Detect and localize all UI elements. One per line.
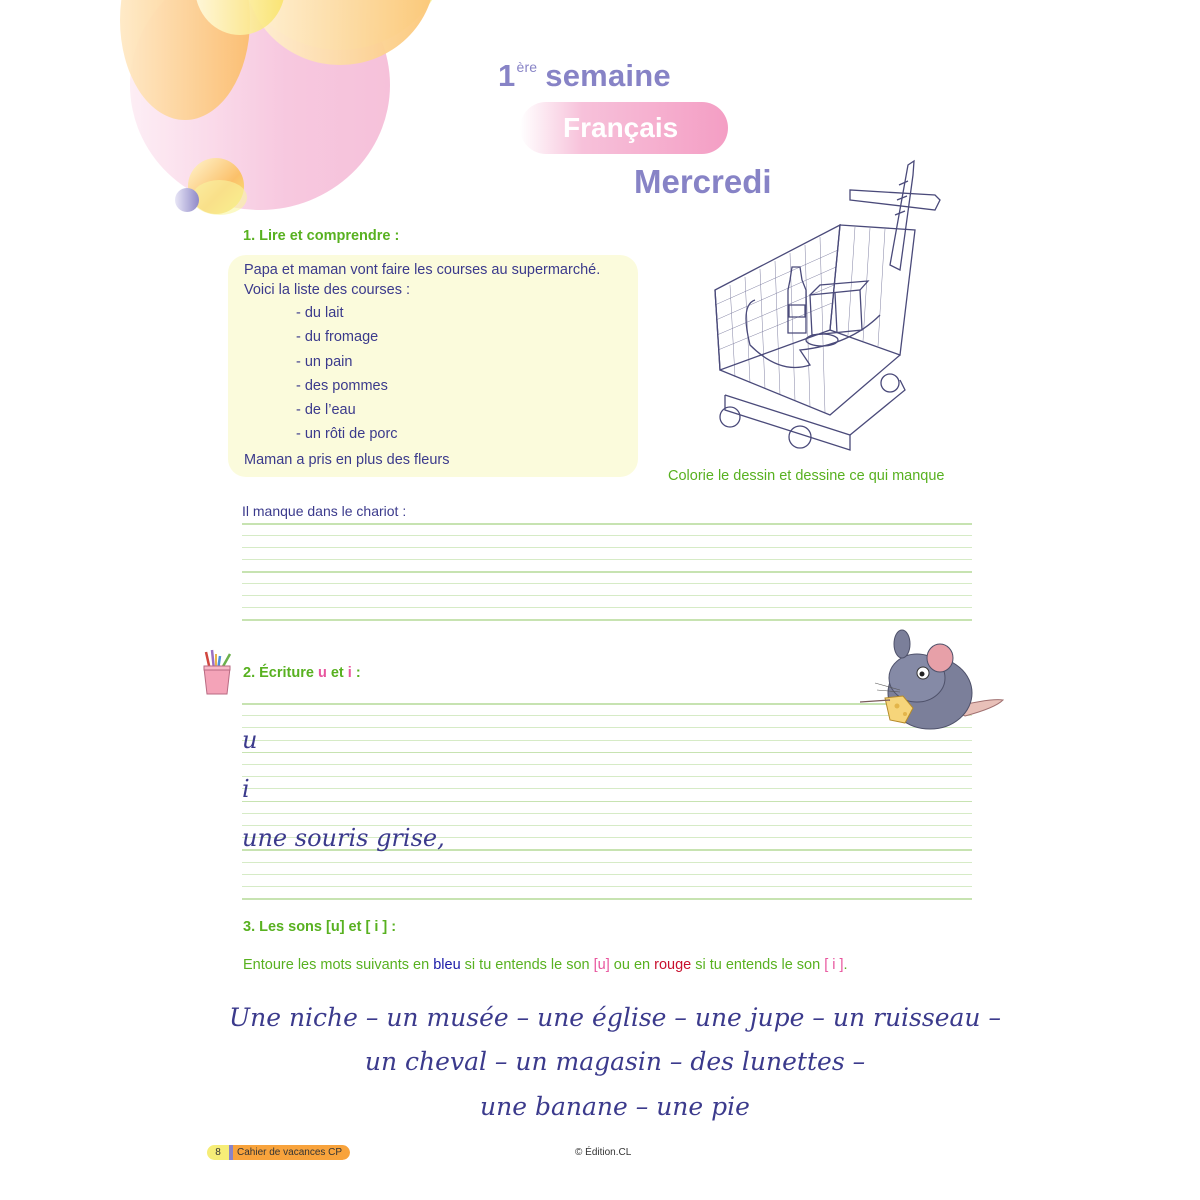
ruled-line [242, 801, 972, 803]
week-title [498, 58, 671, 94]
sound-u: [u] [593, 957, 610, 973]
ruled-line [242, 898, 972, 900]
ruled-line [242, 764, 972, 765]
decorative-circle-yellow-small [192, 180, 247, 215]
word-line-2[interactable]: un cheval – un magasin – des lunettes – [364, 1047, 866, 1076]
ruled-line [242, 523, 972, 525]
section3-heading: 3. Les sons [u] et [ i ] : [243, 919, 397, 935]
blue-word: bleu [433, 957, 461, 973]
section3-instruction [243, 957, 848, 973]
ruled-line [242, 813, 972, 814]
ruled-line [242, 619, 972, 621]
list-item: - de l’eau [296, 402, 356, 419]
ruled-line [242, 752, 972, 754]
reading-intro-line2: Voici la liste des courses : [244, 282, 411, 298]
week-suffix: ère [516, 59, 538, 75]
answer-lines[interactable] [242, 523, 972, 623]
list-item: - un rôti de porc [296, 426, 398, 443]
heading-text: 2. Écriture [243, 665, 318, 681]
section2-heading [243, 665, 361, 681]
ruled-line [242, 886, 972, 887]
day-title: Mercredi [634, 163, 772, 200]
letter-u: u [317, 665, 327, 681]
ruled-line [242, 535, 972, 536]
list-item: - du fromage [296, 329, 379, 346]
instruction-text: si tu entends le son [460, 957, 594, 973]
ruled-line [242, 788, 972, 789]
subject-label: Français [563, 112, 679, 143]
word-line-1[interactable]: Une niche – un musée – une église – une jupe – un ruisseau – [229, 1003, 1001, 1032]
instruction-text: si tu entends le son [691, 957, 825, 973]
ruled-line [242, 740, 972, 741]
ruled-line [242, 776, 972, 777]
week-word: semaine [545, 58, 671, 93]
page-number: 8 [207, 1145, 229, 1160]
word-line-3[interactable]: une banane – une pie [480, 1092, 750, 1121]
ruled-line [242, 595, 972, 596]
ruled-line [242, 607, 972, 608]
missing-items-label: Il manque dans le chariot : [242, 503, 407, 519]
heading-text: et [326, 665, 348, 681]
instruction-text: Entoure les mots suivants en [243, 957, 434, 973]
ruled-line [242, 559, 972, 560]
model-letter-i: i [242, 775, 250, 803]
red-word: rouge [654, 957, 692, 973]
sound-i: [ i ] [824, 957, 844, 973]
decorative-circle-purple [175, 188, 199, 212]
list-item: - un pain [296, 353, 353, 370]
illustration-caption: Colorie le dessin et dessine ce qui manque [668, 468, 945, 484]
ruled-line [242, 547, 972, 548]
copyright: © Édition.CL [575, 1147, 632, 1158]
week-number: 1 [498, 58, 516, 93]
list-item: - des pommes [296, 377, 388, 394]
ruled-line [242, 571, 972, 573]
list-item: - du lait [296, 305, 344, 321]
pencil-cup-icon [200, 648, 234, 696]
ruled-line [242, 874, 972, 875]
ruled-line [242, 862, 972, 863]
reading-closing-line: Maman a pris en plus des fleurs [244, 452, 450, 468]
reading-intro-line1: Papa et maman vont faire les courses au supermarché. [244, 262, 601, 278]
footer-badge [207, 1145, 350, 1160]
shopping-list [296, 303, 398, 449]
model-letter-u: u [242, 726, 258, 754]
book-title: Cahier de vacances CP [233, 1145, 350, 1160]
instruction-text: ou en [609, 957, 655, 973]
ruled-line [242, 583, 972, 584]
letter-i: i [347, 665, 352, 681]
mouse-illustration [855, 628, 1010, 738]
shopping-cart-illustration [700, 155, 960, 455]
section1-heading: 1. Lire et comprendre : [243, 228, 400, 244]
model-phrase: une souris grise, [242, 824, 445, 852]
heading-text: : [351, 665, 361, 681]
instruction-text: . [843, 957, 848, 973]
